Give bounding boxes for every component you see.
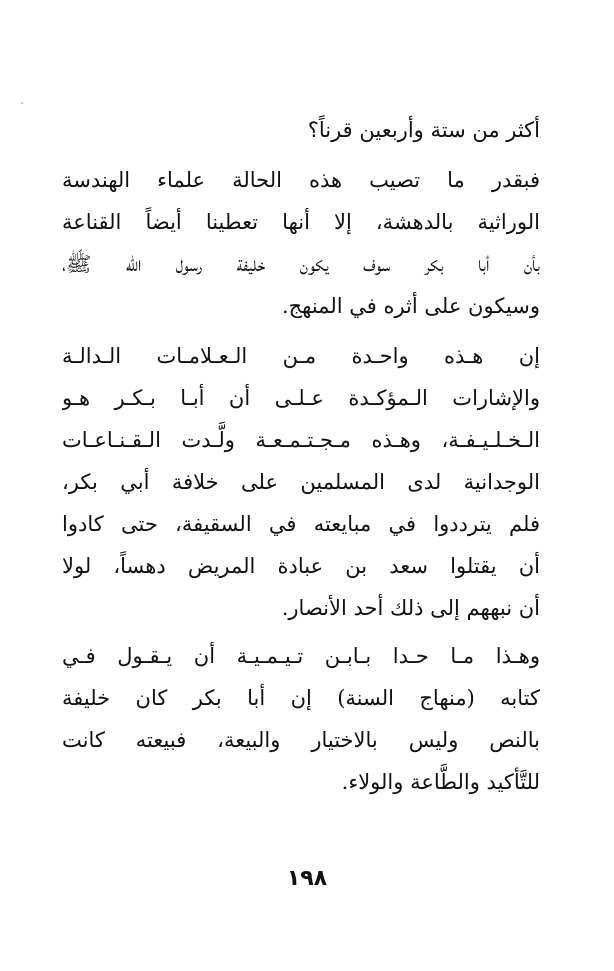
- text-line-5: وسيكون على أثره في المنهج.: [281, 294, 540, 318]
- scan-speck: [21, 102, 23, 104]
- text-line-2: فبقدر ما تصيب هذه الحالة علماء الهندسة: [62, 168, 540, 192]
- text-line-13: وهـذا مـا حـدا بـابـن تـيـمـيـة أن يـقـول فـي: [62, 644, 540, 668]
- page-number: ١٩٨: [286, 866, 328, 891]
- text-line-8: الـخـلـيـفـة، وهـذه مـجـتـمـعـة ولَّـدت الـقـنـاعـات: [62, 428, 540, 452]
- text-line-14: كتابه (منهاج السنة) إن أبا بكر كان خليفة: [62, 686, 540, 710]
- text-line-15: بالنص وليس بالاختيار والبيعة، فبيعته كانت: [62, 728, 540, 752]
- text-line-12: أن نبههم إلى ذلك أحد الأنصار.: [281, 596, 540, 620]
- text-line-9: الوجدانية لدى المسلمين على خلافة أبي بكر،: [62, 470, 540, 494]
- text-line-16: للتَّأكيد والطَّاعة والولاء.: [341, 770, 540, 794]
- text-line-1: أكثر من ستة وأربعين قرناً؟: [307, 118, 540, 142]
- text-line-10: فلم يترددوا في مبايعته في السقيفة، حتى كادوا: [62, 512, 540, 536]
- text-line-6: إن هـذه واحـدة مـن الـعـلامـات الـدالـة: [62, 344, 540, 368]
- text-line-7: والإشارات الـمؤكـدة عـلـى أن أبـا بـكـر هـو: [62, 386, 540, 410]
- text-line-11: أن يقتلوا سعد بن عبادة المريض دهساً، لولا: [62, 554, 540, 578]
- text-line-4: بأن أبا بكر سوف يكون خليفة رسول الله ﷺ،: [62, 252, 540, 276]
- text-line-3: الوراثية بالدهشة، إلا أنها تعطينا أيضاً القناعة: [62, 210, 540, 234]
